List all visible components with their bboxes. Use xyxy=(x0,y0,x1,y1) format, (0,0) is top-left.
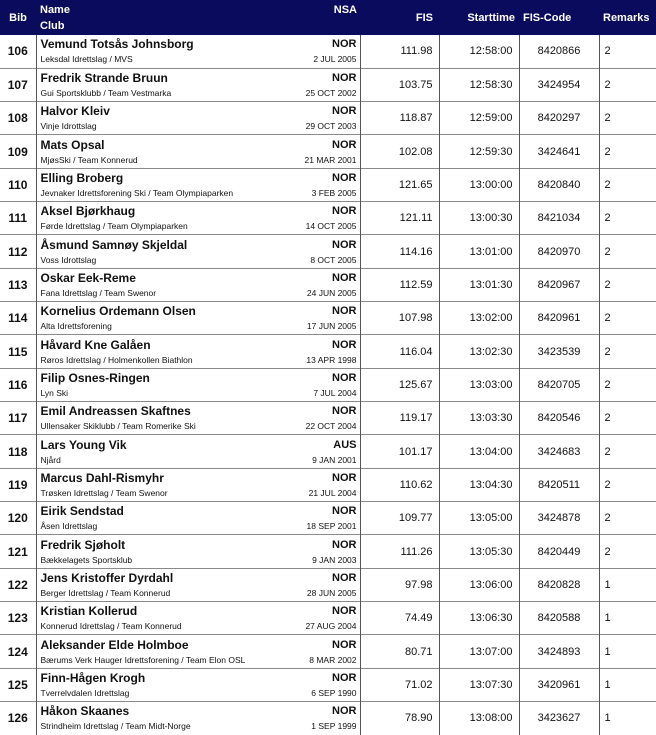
athlete-cell xyxy=(36,402,360,435)
fis-points: 121.65 xyxy=(360,168,439,201)
bib-number: 110 xyxy=(0,168,36,201)
remarks: 2 xyxy=(604,45,611,58)
athlete-nsa: NOR xyxy=(332,271,357,284)
athlete-club: Vinje Idrottslag xyxy=(40,121,97,132)
fis-code: 3424878 xyxy=(519,502,599,535)
bib-number: 122 xyxy=(0,568,36,601)
header-club: Club xyxy=(40,20,65,32)
athlete-nsa: NOR xyxy=(332,605,357,618)
bib-number: 120 xyxy=(0,502,36,535)
athlete-name: Mats Opsal xyxy=(40,137,105,152)
fis-points: 114.16 xyxy=(360,235,439,268)
start-time: 13:07:30 xyxy=(439,668,519,701)
table-row xyxy=(0,468,656,501)
fis-points: 121.11 xyxy=(360,202,439,235)
athlete-club: Trøsken Idrettslag / Team Swenor xyxy=(40,487,168,498)
athlete-name: Håvard Kne Galåen xyxy=(40,337,151,352)
athlete-club: Lyn Ski xyxy=(40,387,69,398)
remarks: 2 xyxy=(599,135,656,168)
athlete-club: Førde Idrettslag / Team Olympiaparken xyxy=(40,221,188,232)
fis-points: 97.98 xyxy=(360,568,439,601)
fis-points: 103.75 xyxy=(360,68,439,101)
table-row xyxy=(0,35,656,68)
athlete-birthdate: 7 JUL 2004 xyxy=(313,387,357,398)
fis-points: 118.87 xyxy=(360,102,439,135)
start-time: 13:04:00 xyxy=(439,435,519,468)
remarks: 2 xyxy=(599,168,656,201)
bib-number: 113 xyxy=(0,268,36,301)
start-time: 13:05:30 xyxy=(439,535,519,568)
athlete-birthdate: 21 JUL 2004 xyxy=(308,487,357,498)
athlete-nsa: NOR xyxy=(332,571,357,584)
fis-points: 74.49 xyxy=(360,602,439,635)
athlete-cell xyxy=(36,168,360,201)
fis-points: 125.67 xyxy=(360,368,439,401)
athlete-nsa: NOR xyxy=(332,671,357,684)
remarks: 1 xyxy=(599,568,656,601)
start-time: 13:03:00 xyxy=(439,368,519,401)
header-bib: Bib xyxy=(9,11,27,24)
remarks: 2 xyxy=(599,435,656,468)
athlete-nsa: NOR xyxy=(332,338,357,351)
bib-number: 108 xyxy=(0,102,36,135)
start-time: 12:59:00 xyxy=(439,102,519,135)
table-body xyxy=(0,35,656,735)
athlete-nsa: NOR xyxy=(332,171,357,184)
athlete-nsa: NOR xyxy=(332,38,357,51)
fis-points: 80.71 xyxy=(360,635,439,668)
athlete-club: Konnerud Idrettslag / Team Konnerud xyxy=(40,621,182,632)
remarks: 2 xyxy=(599,335,656,368)
fis-code: 8420970 xyxy=(519,235,599,268)
remarks: 2 xyxy=(599,302,656,335)
athlete-birthdate: 1 SEP 1999 xyxy=(311,721,357,732)
athlete-club: Åsen Idrettslag xyxy=(40,521,98,532)
start-time: 13:06:30 xyxy=(439,602,519,635)
table-row xyxy=(0,702,656,735)
athlete-name: Fredrik Sjøholt xyxy=(40,537,126,552)
table-row xyxy=(0,102,656,135)
bib-number: 115 xyxy=(0,335,36,368)
header-fis: FIS xyxy=(415,11,433,24)
table-row xyxy=(0,302,656,335)
athlete-club: Bækkelagets Sportsklub xyxy=(40,554,133,565)
fis-points: 102.08 xyxy=(360,135,439,168)
athlete-cell xyxy=(36,68,360,101)
bib-number: 118 xyxy=(0,435,36,468)
athlete-birthdate: 2 JUL 2005 xyxy=(313,54,357,65)
table-header xyxy=(0,0,656,35)
athlete-cell xyxy=(36,235,360,268)
athlete-birthdate: 25 OCT 2002 xyxy=(305,87,357,98)
start-time: 13:02:00 xyxy=(439,302,519,335)
athlete-club: Alta Idrettsforening xyxy=(40,321,112,332)
fis-points: 111.98 xyxy=(360,35,439,68)
athlete-name: Aksel Bjørkhaug xyxy=(40,204,136,219)
athlete-club: Voss Idrottslag xyxy=(40,254,97,265)
start-time: 13:07:00 xyxy=(439,635,519,668)
remarks: 2 xyxy=(599,202,656,235)
athlete-birthdate: 6 SEP 1990 xyxy=(311,687,357,698)
bib-number: 111 xyxy=(0,202,36,235)
remarks: 1 xyxy=(599,635,656,668)
fis-code: 8420546 xyxy=(519,402,599,435)
start-time: 13:08:00 xyxy=(439,702,519,735)
fis-points: 119.17 xyxy=(360,402,439,435)
fis-code: 8420588 xyxy=(519,602,599,635)
athlete-club: Jevnaker Idrettsforening Ski / Team Olympiaparken xyxy=(40,187,234,198)
header-row xyxy=(0,0,656,35)
bib-number: 119 xyxy=(0,468,36,501)
table-row xyxy=(0,668,656,701)
table-row xyxy=(0,268,656,301)
fis-code: 8420866 xyxy=(519,35,599,68)
athlete-name: Lars Young Vik xyxy=(40,437,127,452)
athlete-name: Finn-Hågen Krogh xyxy=(40,670,146,685)
start-time: 13:01:00 xyxy=(439,235,519,268)
fis-points: 111.26 xyxy=(360,535,439,568)
fis-code: 8420967 xyxy=(519,268,599,301)
athlete-cell xyxy=(36,702,360,735)
remarks: 2 xyxy=(599,268,656,301)
athlete-cell xyxy=(36,568,360,601)
fis-code: 3423539 xyxy=(519,335,599,368)
bib-number: 125 xyxy=(0,668,36,701)
start-time: 12:58:00 xyxy=(439,35,519,68)
table-row xyxy=(0,135,656,168)
athlete-cell xyxy=(36,502,360,535)
athlete-name: Filip Osnes-Ringen xyxy=(40,370,150,385)
athlete-name: Kornelius Ordemann Olsen xyxy=(40,304,196,319)
athlete-club: Berger Idrettslag / Team Konnerud xyxy=(40,587,171,598)
athlete-nsa: NOR xyxy=(332,505,357,518)
athlete-nsa: NOR xyxy=(332,205,357,218)
athlete-birthdate: 3 FEB 2005 xyxy=(311,187,357,198)
table-row xyxy=(0,235,656,268)
athlete-name: Vemund Totsås Johnsborg xyxy=(40,37,194,52)
remarks: 2 xyxy=(599,535,656,568)
table-row xyxy=(0,602,656,635)
remarks: 2 xyxy=(599,502,656,535)
table-row xyxy=(0,202,656,235)
athlete-name: Aleksander Elde Holmboe xyxy=(40,637,189,652)
bib-number: 124 xyxy=(0,635,36,668)
start-time: 13:03:30 xyxy=(439,402,519,435)
athlete-birthdate: 18 SEP 2001 xyxy=(306,521,357,532)
athlete-name: Kristian Kollerud xyxy=(40,604,138,619)
athlete-nsa: NOR xyxy=(332,105,357,118)
athlete-nsa: NOR xyxy=(332,371,357,384)
bib-number: 116 xyxy=(0,368,36,401)
start-time: 12:59:30 xyxy=(439,135,519,168)
athlete-club: Ullensaker Skiklubb / Team Romerike Ski xyxy=(40,421,196,432)
athlete-nsa: NOR xyxy=(332,138,357,151)
start-time: 13:00:30 xyxy=(439,202,519,235)
table-row xyxy=(0,168,656,201)
athlete-cell xyxy=(36,135,360,168)
start-time: 13:02:30 xyxy=(439,335,519,368)
header-starttime: Starttime xyxy=(467,11,515,24)
header-fis-code: FIS-Code xyxy=(523,11,572,24)
remarks: 1 xyxy=(599,702,656,735)
athlete-club: MjøsSki / Team Konnerud xyxy=(40,154,138,165)
remarks: 2 xyxy=(599,368,656,401)
table-row xyxy=(0,368,656,401)
start-time: 13:01:30 xyxy=(439,268,519,301)
fis-code: 8420297 xyxy=(519,102,599,135)
athlete-birthdate: 24 JUN 2005 xyxy=(306,287,357,298)
athlete-birthdate: 13 APR 1998 xyxy=(306,354,357,365)
athlete-name: Emil Andreassen Skaftnes xyxy=(40,404,191,419)
fis-code: 3424893 xyxy=(519,635,599,668)
bib-number: 126 xyxy=(0,702,36,735)
header-nsa: NSA xyxy=(333,4,357,16)
fis-code: 8420840 xyxy=(519,168,599,201)
athlete-name: Åsmund Samnøy Skjeldal xyxy=(40,237,188,252)
athlete-club: Bærums Verk Hauger Idrettsforening / Team Elon OSL xyxy=(40,654,246,665)
fis-points: 110.62 xyxy=(360,468,439,501)
bib-number: 117 xyxy=(0,402,36,435)
athlete-club: Leksdal Idrettslag / MVS xyxy=(40,54,133,65)
athlete-name: Halvor Kleiv xyxy=(40,104,110,119)
fis-code: 3424641 xyxy=(519,135,599,168)
fis-code: 3424954 xyxy=(519,68,599,101)
athlete-birthdate: 28 JUN 2005 xyxy=(306,587,357,598)
athlete-cell xyxy=(36,35,360,68)
bib-number: 121 xyxy=(0,535,36,568)
remarks: 2 xyxy=(599,235,656,268)
header-name-club-nsa xyxy=(36,0,360,35)
remarks: 2 xyxy=(599,68,656,101)
athlete-nsa: NOR xyxy=(332,471,357,484)
table-row xyxy=(0,502,656,535)
athlete-club: Røros Idrettslag / Holmenkollen Biathlon xyxy=(40,354,193,365)
athlete-birthdate: 22 OCT 2004 xyxy=(305,421,357,432)
fis-points: 101.17 xyxy=(360,435,439,468)
athlete-cell xyxy=(36,602,360,635)
athlete-cell xyxy=(36,335,360,368)
bib-number: 114 xyxy=(0,302,36,335)
fis-code: 8420705 xyxy=(519,368,599,401)
fis-code: 8420828 xyxy=(519,568,599,601)
athlete-birthdate: 17 JUN 2005 xyxy=(306,321,357,332)
athlete-cell xyxy=(36,635,360,668)
athlete-birthdate: 21 MAR 2001 xyxy=(304,154,357,165)
fis-code: 3420961 xyxy=(519,668,599,701)
athlete-name: Eirik Sendstad xyxy=(40,504,124,519)
athlete-nsa: NOR xyxy=(332,405,357,418)
fis-code: 8420961 xyxy=(519,302,599,335)
start-time: 13:00:00 xyxy=(439,168,519,201)
athlete-club: Gui Sportsklubb / Team Vestmarka xyxy=(40,87,172,98)
fis-points: 78.90 xyxy=(360,702,439,735)
start-time: 13:06:00 xyxy=(439,568,519,601)
athlete-cell xyxy=(36,268,360,301)
athlete-cell xyxy=(36,468,360,501)
athlete-birthdate: 9 JAN 2003 xyxy=(312,554,357,565)
athlete-name: Fredrik Strande Bruun xyxy=(40,70,168,85)
remarks: 1 xyxy=(599,668,656,701)
fis-points: 116.04 xyxy=(360,335,439,368)
athlete-nsa: NOR xyxy=(332,305,357,318)
table-row xyxy=(0,435,656,468)
athlete-nsa: NOR xyxy=(332,705,357,718)
athlete-name: Jens Kristoffer Dyrdahl xyxy=(40,570,174,585)
fis-points: 71.02 xyxy=(360,668,439,701)
athlete-cell xyxy=(36,202,360,235)
remarks: 2 xyxy=(599,102,656,135)
fis-code: 8420449 xyxy=(519,535,599,568)
athlete-nsa: AUS xyxy=(333,438,357,451)
header-name: Name xyxy=(40,4,70,16)
athlete-birthdate: 27 AUG 2004 xyxy=(305,621,357,632)
athlete-nsa: NOR xyxy=(332,638,357,651)
bib-number: 123 xyxy=(0,602,36,635)
bib-number: 112 xyxy=(0,235,36,268)
fis-code: 8420511 xyxy=(519,468,599,501)
start-time: 12:58:30 xyxy=(439,68,519,101)
fis-code: 8421034 xyxy=(519,202,599,235)
athlete-birthdate: 8 MAR 2002 xyxy=(309,654,357,665)
athlete-cell xyxy=(36,102,360,135)
table-row xyxy=(0,568,656,601)
bib-number: 107 xyxy=(0,68,36,101)
athlete-name: Elling Broberg xyxy=(40,170,124,185)
remarks: 2 xyxy=(599,468,656,501)
athlete-nsa: NOR xyxy=(332,238,357,251)
athlete-cell xyxy=(36,368,360,401)
athlete-birthdate: 8 OCT 2005 xyxy=(310,254,357,265)
bib-number: 109 xyxy=(0,135,36,168)
athlete-name: Håkon Skaanes xyxy=(40,704,130,719)
athlete-name: Oskar Eek-Reme xyxy=(40,270,136,285)
athlete-cell xyxy=(36,535,360,568)
athlete-cell xyxy=(36,435,360,468)
table-row xyxy=(0,635,656,668)
athlete-birthdate: 9 JAN 2001 xyxy=(312,454,357,465)
start-time: 13:04:30 xyxy=(439,468,519,501)
athlete-cell xyxy=(36,668,360,701)
start-time: 13:05:00 xyxy=(439,502,519,535)
bib-number: 106 xyxy=(0,35,36,68)
athlete-club: Fana Idrettslag / Team Swenor xyxy=(40,287,157,298)
athlete-birthdate: 29 OCT 2003 xyxy=(305,121,357,132)
fis-code: 3424683 xyxy=(519,435,599,468)
athlete-nsa: NOR xyxy=(332,538,357,551)
header-remarks: Remarks xyxy=(603,11,650,24)
remarks: 2 xyxy=(599,402,656,435)
athlete-cell xyxy=(36,302,360,335)
table-row xyxy=(0,335,656,368)
fis-points: 109.77 xyxy=(360,502,439,535)
athlete-club: Njård xyxy=(40,454,61,465)
athlete-club: Tverrelvdalen Idrettslag xyxy=(40,687,130,698)
athlete-nsa: NOR xyxy=(332,71,357,84)
remarks: 1 xyxy=(599,602,656,635)
table-row xyxy=(0,402,656,435)
athlete-birthdate: 14 OCT 2005 xyxy=(305,221,357,232)
table-row xyxy=(0,68,656,101)
table-row xyxy=(0,535,656,568)
athlete-club: Strindheim Idrettslag / Team Midt-Norge xyxy=(40,721,191,732)
fis-points: 107.98 xyxy=(360,302,439,335)
fis-code: 3423627 xyxy=(519,702,599,735)
fis-points: 112.59 xyxy=(360,268,439,301)
athlete-name: Marcus Dahl-Rismyhr xyxy=(40,470,164,485)
